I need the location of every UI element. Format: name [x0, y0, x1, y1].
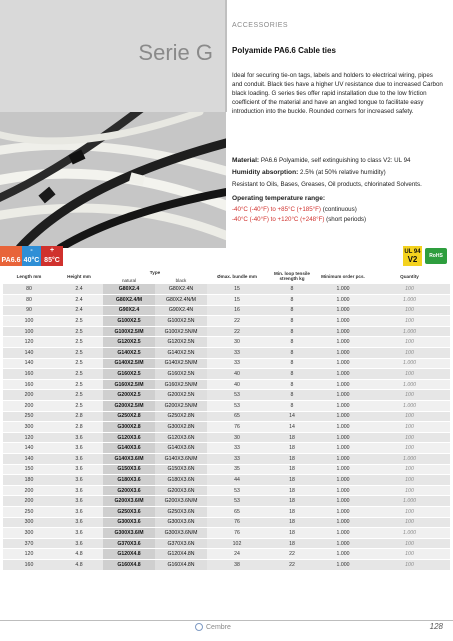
min-order-cell: 1.000 — [317, 549, 369, 560]
type-natural-cell: G140X2.5/M — [103, 358, 155, 369]
table-row — [3, 517, 450, 528]
min-order-cell: 1.000 — [317, 432, 369, 443]
tensile-strength-cell: 18 — [267, 475, 317, 486]
natural-header: natural — [121, 277, 137, 283]
type-natural-cell: G160X2.5/M — [103, 379, 155, 390]
height-cell: 2.5 — [55, 390, 103, 401]
quantity-cell: 1.000 — [369, 358, 450, 369]
table-row — [3, 538, 450, 549]
material-value: PA6.6 Polyamide, self extinguishing to class V2: UL 94 — [259, 157, 411, 164]
humidity-label: Humidity absorption: — [232, 169, 299, 176]
quantity-cell: 100 — [369, 485, 450, 496]
humidity-spec — [232, 168, 444, 178]
type-natural-cell: G180X3.6 — [103, 475, 155, 486]
table-row — [3, 305, 450, 316]
type-natural-cell: G200X2.5/M — [103, 401, 155, 412]
length-cell: 200 — [3, 401, 55, 412]
type-black-cell: G120X4.8N — [155, 549, 207, 560]
type-natural-cell: G250X3.6 — [103, 506, 155, 517]
height-cell: 3.6 — [55, 538, 103, 549]
length-cell: 140 — [3, 443, 55, 454]
quantity-cell: 100 — [369, 443, 450, 454]
quantity-cell: 100 — [369, 538, 450, 549]
tensile-strength-cell: 18 — [267, 432, 317, 443]
height-cell: 2.5 — [55, 326, 103, 337]
bundle-diameter-cell: 102 — [207, 538, 267, 549]
bundle-diameter-cell: 35 — [207, 464, 267, 475]
type-black-cell: G140X2.5N — [155, 348, 207, 359]
table-row — [3, 506, 450, 517]
type-natural-cell: G120X2.5 — [103, 337, 155, 348]
type-black-cell: G140X2.5N/M — [155, 358, 207, 369]
material-spec — [232, 156, 444, 166]
length-header: Length mm — [16, 273, 42, 279]
ul94-badge: UL 94 V2 — [403, 246, 422, 266]
bundle-diameter-cell: 53 — [207, 485, 267, 496]
tensile-strength-cell: 18 — [267, 496, 317, 507]
rohs-badge: RoHS — [425, 248, 447, 264]
tensile-strength-cell: 18 — [267, 485, 317, 496]
tensile-strength-cell: 8 — [267, 326, 317, 337]
type-black-cell: G300X3.6N — [155, 517, 207, 528]
min-order-cell: 1.000 — [317, 485, 369, 496]
type-natural-cell: G370X3.6 — [103, 538, 155, 549]
tensile-strength-cell: 18 — [267, 538, 317, 549]
cable-ties-table — [3, 268, 450, 571]
type-natural-cell: G300X3.6 — [103, 517, 155, 528]
tensile-strength-cell: 8 — [267, 348, 317, 359]
bundle-diameter-cell: 53 — [207, 401, 267, 412]
quantity-cell: 100 — [369, 549, 450, 560]
height-cell: 3.6 — [55, 485, 103, 496]
type-natural-cell: G90X2.4 — [103, 305, 155, 316]
length-cell: 80 — [3, 295, 55, 306]
min-order-cell: 1.000 — [317, 316, 369, 327]
height-cell: 3.6 — [55, 432, 103, 443]
type-natural-cell: G300X3.6/M — [103, 528, 155, 539]
height-cell: 3.6 — [55, 506, 103, 517]
min-order-cell: 1.000 — [317, 506, 369, 517]
type-black-cell: G100X2.5N/M — [155, 326, 207, 337]
bundle-diameter-cell: 33 — [207, 443, 267, 454]
quantity-cell: 1.000 — [369, 326, 450, 337]
type-natural-cell: G160X4.8 — [103, 559, 155, 570]
height-cell: 3.6 — [55, 443, 103, 454]
tensile-strength-cell: 8 — [267, 379, 317, 390]
table-row — [3, 337, 450, 348]
height-cell: 4.8 — [55, 559, 103, 570]
bundle-diameter-cell: 40 — [207, 369, 267, 380]
min-order-cell: 1.000 — [317, 379, 369, 390]
table-row — [3, 485, 450, 496]
table-row — [3, 528, 450, 539]
type-natural-cell: G100X2.5 — [103, 316, 155, 327]
bundle-diameter-cell: 30 — [207, 337, 267, 348]
table-row — [3, 464, 450, 475]
length-cell: 90 — [3, 305, 55, 316]
quantity-cell: 100 — [369, 475, 450, 486]
height-cell: 3.6 — [55, 496, 103, 507]
temperature-short: -40°C (-40°F) to +120°C (+248°F) (short periods) — [232, 216, 367, 223]
quantity-cell: 100 — [369, 422, 450, 433]
snowflake-icon: - — [30, 247, 33, 254]
min-order-header: Minimum order pcs. — [321, 273, 365, 279]
height-cell: 2.8 — [55, 422, 103, 433]
type-black-cell: G80X2.4N/M — [155, 295, 207, 306]
type-black-cell: G120X2.5N — [155, 337, 207, 348]
footer-divider — [0, 620, 453, 621]
quantity-cell: 100 — [369, 464, 450, 475]
tensile-strength-cell: 18 — [267, 528, 317, 539]
header-divider — [225, 0, 227, 112]
bundle-diameter-cell: 40 — [207, 379, 267, 390]
height-cell: 2.4 — [55, 305, 103, 316]
material-badge: PA6.6 — [0, 246, 22, 266]
product-photo — [0, 112, 226, 248]
type-black-cell: G160X2.5N/M — [155, 379, 207, 390]
quantity-cell: 100 — [369, 316, 450, 327]
tensile-strength-cell: 18 — [267, 443, 317, 454]
min-order-cell: 1.000 — [317, 401, 369, 412]
min-order-cell: 1.000 — [317, 337, 369, 348]
quantity-cell: 100 — [369, 284, 450, 295]
height-cell: 2.4 — [55, 284, 103, 295]
quantity-cell: 100 — [369, 517, 450, 528]
quantity-cell: 100 — [369, 506, 450, 517]
type-natural-cell: G200X3.6 — [103, 485, 155, 496]
type-black-cell: G160X4.8N — [155, 559, 207, 570]
page-number: 128 — [429, 622, 443, 631]
quantity-cell: 100 — [369, 348, 450, 359]
quantity-cell: 100 — [369, 390, 450, 401]
bundle-diameter-cell: 33 — [207, 454, 267, 465]
table-row — [3, 284, 450, 295]
type-black-cell: G200X3.6N — [155, 485, 207, 496]
quantity-cell: 100 — [369, 305, 450, 316]
height-cell: 4.8 — [55, 549, 103, 560]
min-order-cell: 1.000 — [317, 475, 369, 486]
quantity-cell: 1.000 — [369, 295, 450, 306]
length-cell: 300 — [3, 517, 55, 528]
tensile-strength-cell: 8 — [267, 369, 317, 380]
height-cell: 3.6 — [55, 454, 103, 465]
section-label: ACCESSORIES — [232, 22, 289, 29]
length-cell: 80 — [3, 284, 55, 295]
type-black-cell: G200X2.5N — [155, 390, 207, 401]
type-black-cell: G250X2.8N — [155, 411, 207, 422]
type-natural-cell: G80X2.4/M — [103, 295, 155, 306]
material-label: Material: — [232, 157, 260, 164]
series-title: Serie G — [138, 40, 213, 65]
length-cell: 160 — [3, 379, 55, 390]
length-cell: 200 — [3, 485, 55, 496]
type-black-cell: G180X3.6N — [155, 475, 207, 486]
table-row — [3, 411, 450, 422]
table-row — [3, 390, 450, 401]
table-row — [3, 326, 450, 337]
bundle-diameter-cell: 33 — [207, 358, 267, 369]
min-order-cell: 1.000 — [317, 390, 369, 401]
min-order-cell: 1.000 — [317, 559, 369, 570]
table-row — [3, 443, 450, 454]
length-cell: 120 — [3, 432, 55, 443]
length-cell: 300 — [3, 528, 55, 539]
table-row — [3, 379, 450, 390]
length-cell: 370 — [3, 538, 55, 549]
table-row — [3, 422, 450, 433]
length-cell: 140 — [3, 454, 55, 465]
type-black-cell: G140X3.6N/M — [155, 454, 207, 465]
quantity-cell: 100 — [369, 432, 450, 443]
product-description: Ideal for securing tie-on tags, labels and holders to electrical wiring, pipes and conduit. Black ties have a higher UV resistance due to increased Carbon black loading. G series ties offer rapid installation due to the low friction coefficient of the material and have an angled tongue to facilitate easy introduction into the buckle. Rounded corners for increased safety. — [232, 72, 443, 115]
temperature-continuous: -40°C (-40°F) to +85°C (+185°F) (continuous) — [232, 206, 357, 213]
type-natural-cell: G160X2.5 — [103, 369, 155, 380]
length-cell: 150 — [3, 464, 55, 475]
quantity-cell: 1.000 — [369, 454, 450, 465]
bundle-diameter-cell: 24 — [207, 549, 267, 560]
length-cell: 140 — [3, 348, 55, 359]
table-row — [3, 316, 450, 327]
type-header: Type — [149, 269, 161, 275]
min-order-cell: 1.000 — [317, 422, 369, 433]
type-natural-cell: G140X3.6 — [103, 443, 155, 454]
type-black-cell: G370X3.6N — [155, 538, 207, 549]
quantity-header: Quantity — [400, 273, 419, 279]
min-order-cell: 1.000 — [317, 454, 369, 465]
tensile-strength-cell: 8 — [267, 316, 317, 327]
length-cell: 100 — [3, 326, 55, 337]
footer-logo — [195, 623, 231, 631]
bundle-diameter-cell: 15 — [207, 295, 267, 306]
type-black-cell: G90X2.4N — [155, 305, 207, 316]
type-black-cell: G80X2.4N — [155, 284, 207, 295]
min-order-cell: 1.000 — [317, 295, 369, 306]
quantity-cell: 100 — [369, 369, 450, 380]
height-cell: 2.4 — [55, 295, 103, 306]
min-order-cell: 1.000 — [317, 348, 369, 359]
min-order-cell: 1.000 — [317, 326, 369, 337]
height-cell: 2.8 — [55, 411, 103, 422]
length-cell: 100 — [3, 316, 55, 327]
bundle-diameter-cell: 33 — [207, 348, 267, 359]
min-order-cell: 1.000 — [317, 517, 369, 528]
length-cell: 180 — [3, 475, 55, 486]
cembre-logo-icon — [195, 623, 203, 631]
tensile-strength-cell: 8 — [267, 358, 317, 369]
height-header: Height mm — [67, 273, 91, 279]
type-natural-cell: G120X4.8 — [103, 549, 155, 560]
table-row — [3, 432, 450, 443]
flame-icon: + — [49, 247, 55, 254]
type-black-cell: G120X3.6N — [155, 432, 207, 443]
table-row — [3, 454, 450, 465]
length-cell: 250 — [3, 411, 55, 422]
min-order-cell: 1.000 — [317, 358, 369, 369]
min-order-cell: 1.000 — [317, 369, 369, 380]
type-black-cell: G250X3.6N — [155, 506, 207, 517]
table-body — [3, 284, 450, 570]
table-row — [3, 358, 450, 369]
min-order-cell: 1.000 — [317, 284, 369, 295]
type-black-cell: G160X2.5N — [155, 369, 207, 380]
strength-header: Min. loop tensile strength kg — [274, 271, 310, 281]
type-black-cell: G100X2.5N — [155, 316, 207, 327]
type-natural-cell: G250X2.8 — [103, 411, 155, 422]
height-cell: 3.6 — [55, 464, 103, 475]
bundle-diameter-cell: 22 — [207, 316, 267, 327]
hot-temperature-badge: + 85°C — [41, 246, 63, 266]
type-natural-cell: G80X2.4 — [103, 284, 155, 295]
length-cell: 250 — [3, 506, 55, 517]
type-natural-cell: G150X3.6 — [103, 464, 155, 475]
min-order-cell: 1.000 — [317, 411, 369, 422]
type-natural-cell: G200X3.6/M — [103, 496, 155, 507]
length-cell: 300 — [3, 422, 55, 433]
height-cell: 2.5 — [55, 316, 103, 327]
height-cell: 3.6 — [55, 475, 103, 486]
tensile-strength-cell: 18 — [267, 506, 317, 517]
product-title: Polyamide PA6.6 Cable ties — [232, 46, 336, 55]
bundle-diameter-cell: 16 — [207, 305, 267, 316]
title-panel — [0, 0, 225, 112]
type-black-cell: G300X2.8N — [155, 422, 207, 433]
tensile-strength-cell: 8 — [267, 390, 317, 401]
cold-temperature-badge: - 40°C — [23, 247, 40, 264]
min-order-cell: 1.000 — [317, 528, 369, 539]
bundle-diameter-cell: 76 — [207, 528, 267, 539]
type-black-cell: G150X3.6N — [155, 464, 207, 475]
table-row — [3, 401, 450, 412]
min-order-cell: 1.000 — [317, 443, 369, 454]
type-natural-cell: G200X2.5 — [103, 390, 155, 401]
type-black-cell: G200X3.6N/M — [155, 496, 207, 507]
tensile-strength-cell: 8 — [267, 295, 317, 306]
tensile-strength-cell: 14 — [267, 411, 317, 422]
length-cell: 200 — [3, 496, 55, 507]
type-natural-cell: G140X3.6/M — [103, 454, 155, 465]
height-cell: 2.5 — [55, 337, 103, 348]
quantity-cell: 1.000 — [369, 379, 450, 390]
bundle-diameter-cell: 44 — [207, 475, 267, 486]
tensile-strength-cell: 8 — [267, 305, 317, 316]
tensile-strength-cell: 8 — [267, 337, 317, 348]
quantity-cell: 1.000 — [369, 528, 450, 539]
length-cell: 160 — [3, 369, 55, 380]
table-row — [3, 369, 450, 380]
humidity-value: 2.5% (at 50% relative humidity) — [298, 169, 386, 176]
quantity-cell: 100 — [369, 337, 450, 348]
type-black-cell: G200X2.5N/M — [155, 401, 207, 412]
bundle-diameter-cell: 38 — [207, 559, 267, 570]
quantity-cell: 1.000 — [369, 401, 450, 412]
tensile-strength-cell: 8 — [267, 401, 317, 412]
height-cell: 2.5 — [55, 369, 103, 380]
black-header: black — [175, 277, 187, 283]
bundle-diameter-cell: 15 — [207, 284, 267, 295]
bundle-diameter-cell: 76 — [207, 422, 267, 433]
tensile-strength-cell: 8 — [267, 284, 317, 295]
min-order-cell: 1.000 — [317, 496, 369, 507]
length-cell: 140 — [3, 358, 55, 369]
tensile-strength-cell: 22 — [267, 549, 317, 560]
height-cell: 3.6 — [55, 517, 103, 528]
type-black-cell: G300X3.6N/M — [155, 528, 207, 539]
temperature-label: Operating temperature range: — [232, 195, 326, 202]
length-cell: 120 — [3, 549, 55, 560]
tensile-strength-cell: 18 — [267, 464, 317, 475]
bundle-diameter-cell: 65 — [207, 411, 267, 422]
length-cell: 200 — [3, 390, 55, 401]
tensile-strength-cell: 18 — [267, 517, 317, 528]
height-cell: 2.5 — [55, 358, 103, 369]
tensile-strength-cell: 18 — [267, 454, 317, 465]
table-row — [3, 295, 450, 306]
cable-ties-image — [0, 112, 226, 248]
height-cell: 2.5 — [55, 401, 103, 412]
table-row — [3, 348, 450, 359]
tensile-strength-cell: 14 — [267, 422, 317, 433]
min-order-cell: 1.000 — [317, 464, 369, 475]
badge-row — [0, 246, 453, 266]
length-cell: 120 — [3, 337, 55, 348]
bundle-diameter-cell: 53 — [207, 496, 267, 507]
table-row — [3, 559, 450, 570]
quantity-cell: 1.000 — [369, 496, 450, 507]
type-natural-cell: G100X2.5/M — [103, 326, 155, 337]
table-row — [3, 496, 450, 507]
quantity-cell: 100 — [369, 559, 450, 570]
table-row — [3, 475, 450, 486]
bundle-header: Ømax. bundle mm — [217, 273, 257, 279]
type-natural-cell: G140X2.5 — [103, 348, 155, 359]
brand-name: Cembre — [206, 623, 231, 631]
type-natural-cell: G120X3.6 — [103, 432, 155, 443]
bundle-diameter-cell: 53 — [207, 390, 267, 401]
bundle-diameter-cell: 65 — [207, 506, 267, 517]
height-cell: 2.5 — [55, 348, 103, 359]
length-cell: 160 — [3, 559, 55, 570]
type-black-cell: G140X3.6N — [155, 443, 207, 454]
quantity-cell: 100 — [369, 411, 450, 422]
bundle-diameter-cell: 76 — [207, 517, 267, 528]
table-row — [3, 549, 450, 560]
min-order-cell: 1.000 — [317, 305, 369, 316]
height-cell: 2.5 — [55, 379, 103, 390]
type-natural-cell: G300X2.8 — [103, 422, 155, 433]
height-cell: 3.6 — [55, 528, 103, 539]
min-order-cell: 1.000 — [317, 538, 369, 549]
resistance-spec: Resistant to Oils, Bases, Greases, Oil products, chlorinated Solvents. — [232, 181, 422, 188]
bundle-diameter-cell: 30 — [207, 432, 267, 443]
bundle-diameter-cell: 22 — [207, 326, 267, 337]
tensile-strength-cell: 22 — [267, 559, 317, 570]
